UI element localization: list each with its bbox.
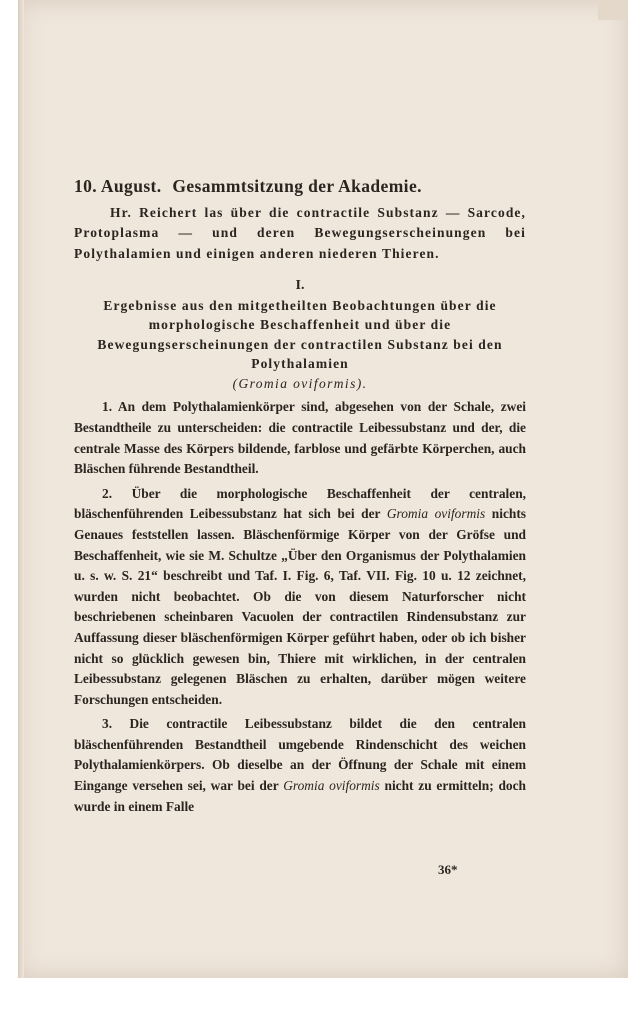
page-folio: 36* (438, 862, 458, 877)
paragraph-1: 1. An dem Polythalamienkörper sind, abgesehen von der Schale, zwei Bestandtheile zu unterscheiden: die contractile Leibessubstanz und der, die centrale Masse des Körpers bildende, farblose und gefärbte Körperchen, auch Bläschen führende Bestandtheil. (74, 399, 526, 477)
paragraph-2-species: Gromia oviformis (386, 506, 486, 522)
paragraph-3-species: Gromia oviformis (283, 778, 380, 794)
paragraph-2-start: 2. Über die morphologische Beschaffenheit der centralen, bläschenführenden Leibessubstanz hat sich bei der (74, 485, 526, 522)
page-edge (18, 0, 24, 978)
paragraph-2 (74, 484, 526, 711)
paragraph-3-rest: nicht zu ermitteln; doch wurde in einem Falle (74, 778, 526, 814)
paragraph-3 (74, 714, 526, 817)
session-title: Gesammtsitzung der Akademie. (172, 176, 422, 196)
section-title-text: Ergebnisse aus den mitgetheilten Beobachtungen über die morphologische Beschaffenheit und über die Bewegungserscheinungen der contractilen Substanz bei den Polythalamien (97, 297, 503, 372)
session-heading (74, 176, 526, 197)
section-title (74, 296, 526, 394)
page-text (74, 176, 526, 817)
section-species: (Gromia oviformis). (232, 375, 368, 391)
section-number: I. (295, 277, 305, 293)
page-corner-stain (598, 0, 628, 20)
document-page (18, 0, 628, 978)
paragraph-3-start: 3. Die contractile Leibessubstanz bildet die den centralen bläschenführenden Bestandtheil umgebende Rindenschicht des weichen Polythalamienkörpers. Ob dieselbe an der Öffnung der Schale mit einem Eingange versehen sei, war bei der (74, 716, 526, 794)
lecture-intro: Hr. Reichert las über die contractile Substanz — Sarcode, Protoplasma — und deren Bewegungserscheinungen bei Polythalamien und einigen anderen niederen Thieren. (74, 205, 526, 261)
paragraph-2-rest: nichts Genaues feststellen lassen. Bläschenförmige Körper von der Gröfse und Beschaffenheit, wie sie M. Schultze „Über den Organismus der Polythalamien u. s. w. S. 21“ beschreibt und Taf. I. Fig. 6, Taf. VII. Fig. 10 u. 12 zeichnet, wurden nicht beobachtet. Ob die von diesem Naturforscher nicht beschriebenen scheinbaren Vacuolen der contractilen Rindensubstanz zur Auffassung dieser bläschenförmigen Körper geführt haben, oder ob ich bisher nicht so glücklich gewesen bin, Thiere mit wirklichen, in der centralen Leibessubstanz gelegenen Bläschen zu erhalten, darüber mögen weitere Forschungen entscheiden. (74, 506, 526, 707)
session-date: 10. August. (74, 176, 162, 196)
